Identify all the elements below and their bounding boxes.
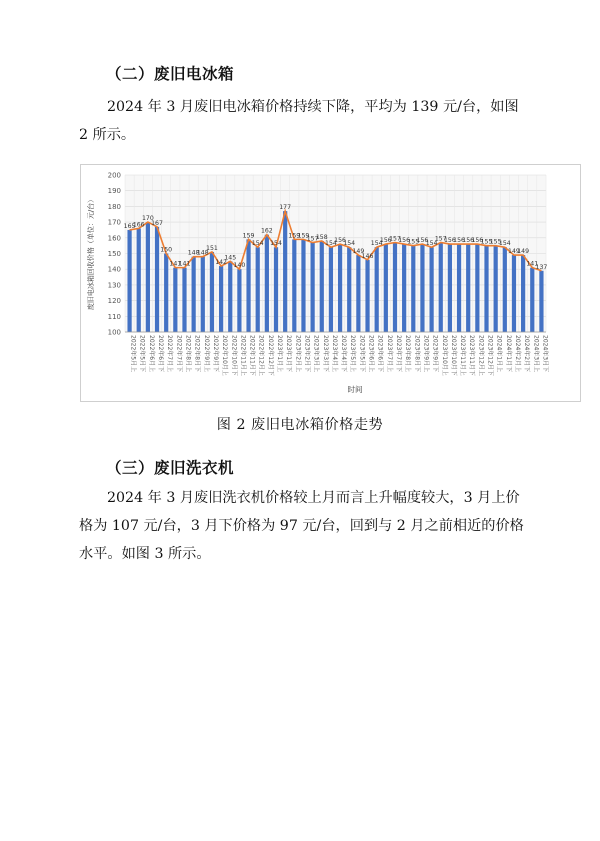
x-tick-label: 2023年9月下 [431, 335, 439, 373]
bar [429, 247, 433, 332]
bar [448, 244, 452, 332]
bar [311, 243, 315, 332]
bar [347, 247, 351, 332]
x-tick-label: 2023年11月上 [459, 335, 467, 376]
data-label: 155 [407, 238, 420, 246]
data-label: 170 [141, 215, 154, 223]
data-label: 137 [535, 263, 548, 271]
data-label: 156 [443, 237, 456, 245]
data-label: 141 [169, 260, 182, 268]
data-label: 157 [389, 235, 401, 243]
x-tick-label: 2022年8月上 [184, 335, 192, 373]
y-tick-label: 130 [107, 281, 121, 290]
bar [384, 244, 388, 332]
x-tick-label: 2024年1月上 [495, 335, 503, 373]
bar [484, 246, 488, 332]
bar [127, 230, 131, 332]
paragraph-line: 2024 年 3 月废旧洗衣机价格较上月而言上升幅度较大，3 月上价 [107, 490, 520, 506]
x-tick-label: 2023年2月上 [294, 335, 302, 373]
y-tick-label: 110 [107, 312, 121, 321]
bar [192, 257, 196, 332]
data-label: 159 [242, 232, 255, 240]
x-tick-label: 2024年3月下 [541, 335, 549, 373]
y-tick-label: 200 [107, 171, 121, 180]
data-label: 146 [361, 252, 374, 260]
x-tick-label: 2023年4月上 [330, 335, 338, 373]
x-tick-label: 2023年3月下 [321, 335, 329, 373]
refrigerator-price-chart [80, 164, 581, 402]
bar [210, 252, 214, 332]
x-tick-label: 2024年1月下 [504, 335, 512, 373]
x-tick-label: 2023年11月下 [468, 335, 476, 376]
data-label: 142 [215, 259, 228, 267]
x-tick-label: 2022年7月上 [166, 335, 174, 373]
x-tick-label: 2023年7月上 [385, 335, 393, 373]
data-label: 177 [279, 204, 292, 212]
data-label: 140 [233, 262, 246, 270]
bar [246, 239, 250, 332]
y-tick-label: 150 [107, 250, 121, 258]
x-tick-label: 2023年1月上 [276, 335, 284, 373]
bar [457, 244, 461, 332]
bar [411, 246, 415, 332]
bar [356, 255, 360, 332]
bar [439, 243, 443, 332]
washing-machine-paragraph [79, 484, 531, 568]
data-label: 149 [352, 248, 365, 256]
bar [219, 266, 223, 332]
bar [393, 243, 397, 332]
y-tick-label: 100 [107, 328, 121, 337]
x-tick-label: 2023年3月上 [312, 335, 320, 373]
bar [237, 269, 241, 332]
bar [146, 222, 150, 332]
data-label: 156 [416, 237, 429, 245]
data-label: 159 [297, 232, 310, 240]
bar [530, 268, 534, 332]
x-tick-label: 2023年12月上 [477, 335, 485, 376]
x-tick-label: 2023年10月下 [449, 335, 457, 376]
bar [201, 257, 205, 332]
y-axis-label: 废旧电冰箱回收价格（单位：元/台） [87, 195, 95, 311]
x-tick-label: 2022年10月下 [230, 335, 238, 376]
chart-svg [81, 165, 580, 401]
x-tick-label: 2022年6月下 [157, 335, 165, 373]
x-tick-label: 2022年7月下 [175, 335, 183, 373]
bar [256, 247, 260, 332]
x-tick-label: 2022年8月下 [193, 335, 201, 373]
x-tick-label: 2022年12月下 [266, 335, 274, 376]
data-label: 165 [123, 222, 136, 230]
data-label: 157 [306, 235, 319, 243]
x-tick-label: 2022年9月上 [202, 335, 210, 373]
paragraph-line: 水平。如图 3 所示。 [79, 546, 211, 562]
x-tick-label: 2022年5月下 [138, 335, 146, 373]
data-label: 151 [206, 244, 218, 252]
x-tick-label: 2023年7月下 [394, 335, 402, 373]
bar [521, 255, 525, 332]
x-tick-label: 2023年4月下 [340, 335, 348, 373]
bar [375, 247, 379, 332]
data-label: 149 [508, 248, 520, 256]
bar [292, 239, 296, 332]
bar [466, 244, 470, 332]
x-tick-label: 2024年3月上 [532, 335, 540, 373]
data-label: 156 [398, 237, 411, 245]
data-label: 155 [489, 238, 502, 246]
bar [494, 246, 498, 332]
x-tick-label: 2023年8月上 [404, 335, 412, 373]
x-tick-label: 2023年8月下 [413, 335, 421, 373]
data-label: 156 [379, 237, 392, 245]
bar [420, 244, 424, 332]
bar [301, 239, 305, 332]
x-tick-label: 2024年2月上 [513, 335, 521, 373]
figure-caption: 图 2 废旧电冰箱价格走势 [216, 417, 384, 433]
x-tick-label: 2023年5月下 [358, 335, 366, 373]
data-label: 154 [425, 240, 438, 248]
data-label: 154 [270, 240, 282, 248]
data-label: 149 [517, 248, 530, 256]
data-label: 156 [471, 237, 484, 245]
data-label: 154 [251, 240, 264, 248]
data-label: 141 [526, 260, 539, 268]
paragraph-line: 2 所示。 [79, 127, 136, 143]
bar [539, 271, 543, 332]
data-label: 154 [343, 240, 356, 248]
x-tick-label: 2023年6月上 [367, 335, 375, 373]
data-label: 156 [462, 237, 475, 245]
x-tick-label: 2023年5月上 [349, 335, 357, 373]
bar [503, 247, 507, 332]
x-axis-label: 时间 [347, 385, 363, 394]
paragraph-line: 格为 107 元/台，3 月下价格为 97 元/台，回到与 2 月之前相近的价格 [79, 518, 524, 534]
data-label: 154 [370, 240, 383, 248]
y-tick-label: 190 [107, 187, 121, 196]
x-tick-label: 2023年2月下 [303, 335, 311, 373]
bar [320, 241, 324, 332]
x-tick-label: 2023年1月下 [285, 335, 293, 373]
x-tick-label: 2022年5月上 [129, 335, 137, 373]
bar [173, 268, 177, 332]
x-tick-label: 2023年6月下 [376, 335, 384, 373]
section-heading-refrigerator: （二）废旧电冰箱 [106, 65, 235, 83]
data-label: 148 [187, 249, 200, 257]
data-label: 154 [498, 240, 511, 248]
bar [365, 260, 369, 332]
x-tick-label: 2022年12月上 [257, 335, 265, 376]
data-label: 167 [151, 219, 163, 227]
x-tick-label: 2023年10月上 [440, 335, 448, 376]
data-label: 156 [334, 237, 346, 245]
y-tick-label: 170 [107, 218, 121, 227]
data-label: 156 [453, 237, 465, 245]
data-label: 155 [480, 238, 493, 246]
paragraph-line: 2024 年 3 月废旧电冰箱价格持续下降，平均为 139 元/台，如图 [107, 99, 519, 115]
bar [164, 254, 168, 333]
x-tick-label: 2023年12月下 [486, 335, 494, 376]
y-tick-label: 180 [107, 202, 121, 211]
data-label: 148 [196, 249, 209, 257]
section-heading-washing-machine: （三）废旧洗衣机 [106, 459, 235, 477]
x-tick-label: 2022年6月上 [147, 335, 155, 373]
data-label: 154 [325, 240, 337, 248]
bar [182, 268, 186, 332]
data-label: 166 [132, 221, 145, 229]
y-tick-label: 140 [107, 265, 121, 274]
x-tick-label: 2023年9月上 [422, 335, 430, 373]
x-tick-label: 2022年11月下 [248, 335, 256, 376]
x-tick-label: 2022年10月上 [221, 335, 229, 376]
bar [228, 261, 232, 332]
data-label: 157 [434, 235, 447, 243]
data-label: 159 [288, 232, 301, 240]
data-label: 141 [178, 260, 191, 268]
bar [329, 247, 333, 332]
bar [155, 227, 159, 332]
y-tick-label: 120 [107, 297, 121, 306]
data-label: 158 [315, 233, 328, 241]
bar [338, 244, 342, 332]
refrigerator-paragraph [79, 93, 531, 149]
x-tick-label: 2022年11月上 [239, 335, 247, 376]
bar [512, 255, 516, 332]
x-tick-label: 2022年9月下 [211, 335, 219, 373]
bar [265, 235, 269, 332]
bar [402, 244, 406, 332]
data-label: 162 [260, 227, 273, 235]
bar [274, 247, 278, 332]
x-tick-label: 2024年2月下 [523, 335, 531, 373]
bar [283, 211, 287, 332]
data-label: 145 [224, 254, 237, 262]
bar [475, 244, 479, 332]
y-tick-label: 160 [107, 234, 121, 243]
bar [137, 228, 141, 332]
data-label: 150 [160, 246, 173, 254]
